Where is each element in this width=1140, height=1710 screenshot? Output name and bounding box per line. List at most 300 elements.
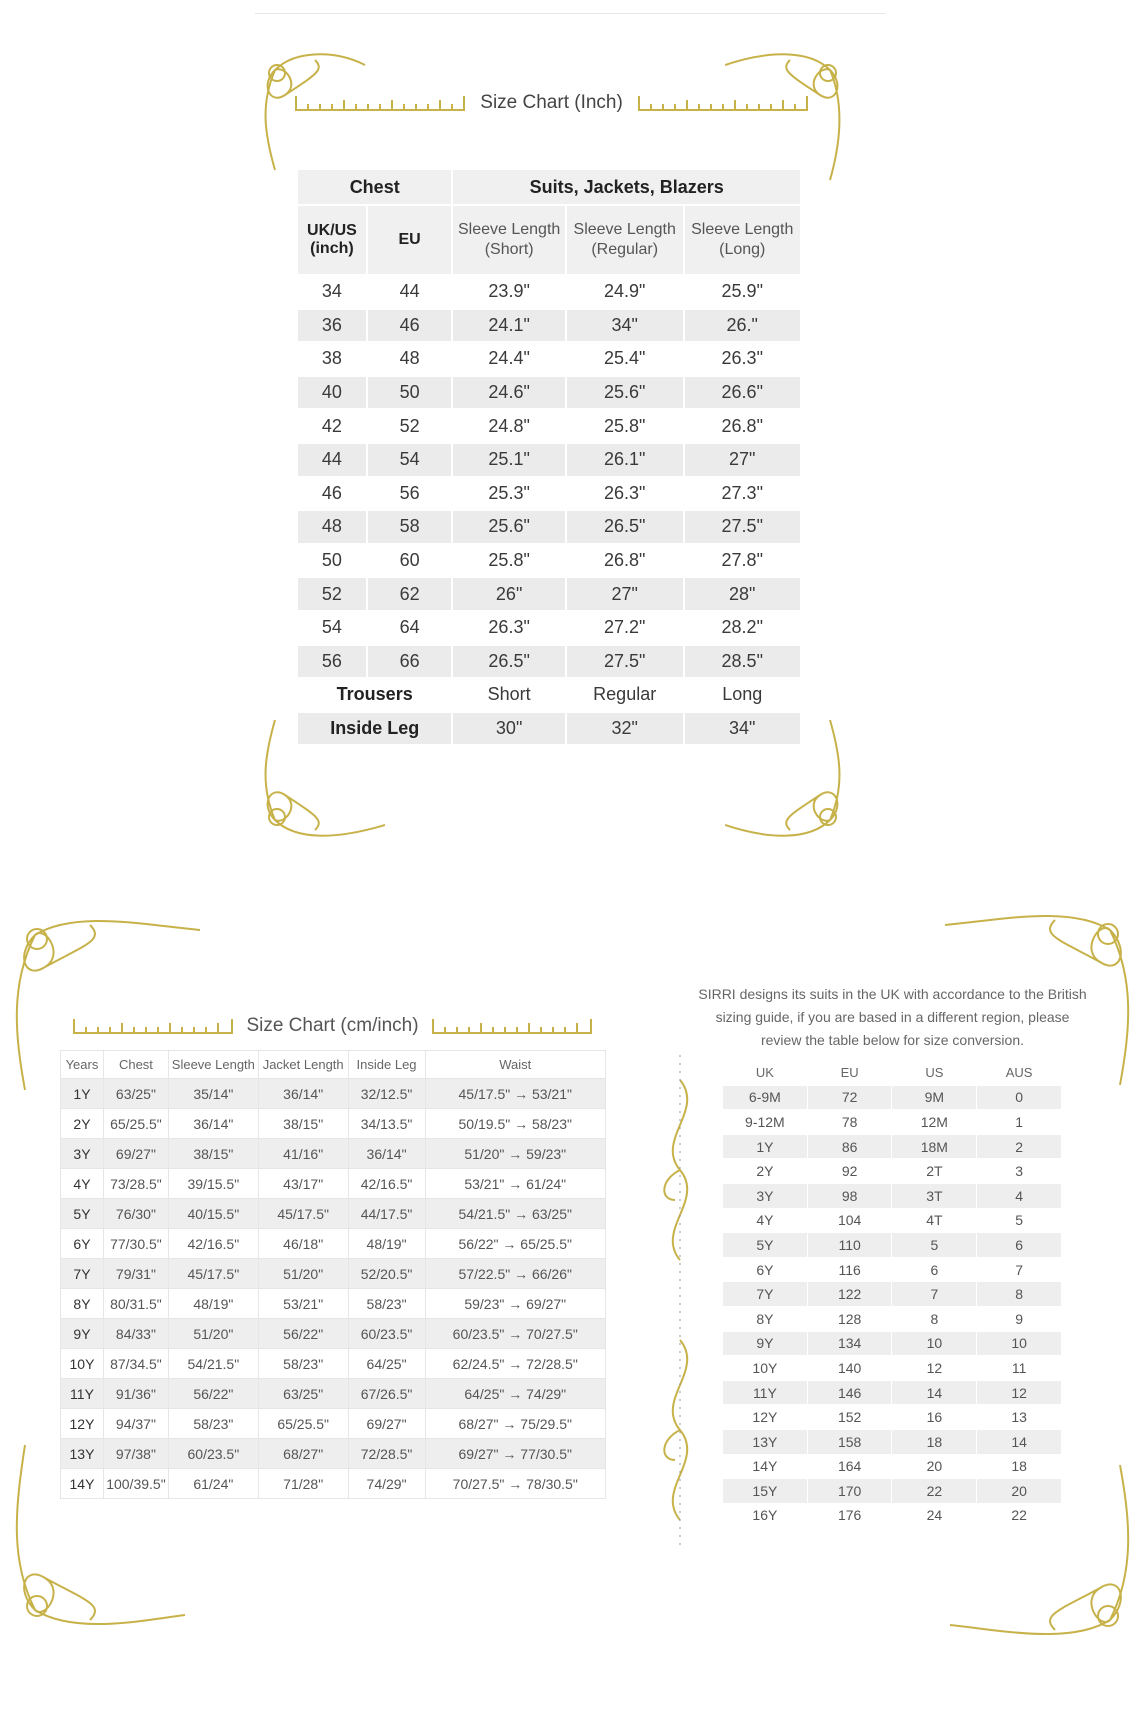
column-header: Sleeve Length (168, 1051, 258, 1079)
table-cell: 128 (807, 1306, 892, 1331)
cell-sleeve-short: 26.3" (452, 611, 566, 645)
table-cell: 94/37" (103, 1409, 168, 1439)
size-chart-inch-title-row (295, 92, 805, 120)
adult-size-table (296, 168, 802, 746)
ruler-left-decoration (295, 95, 465, 111)
table-cell: 18M (892, 1134, 977, 1159)
inside-leg-row-label: Inside Leg (297, 712, 452, 746)
table-cell: 5 (977, 1208, 1062, 1233)
table-row (297, 477, 801, 511)
table-cell: 52/20.5" (348, 1259, 425, 1289)
table-cell: 51/20" (258, 1259, 348, 1289)
table-cell: 60/23.5" → 70/27.5" (425, 1319, 606, 1349)
table-cell: 36/14" (258, 1079, 348, 1109)
table-cell: 38/15" (168, 1139, 258, 1169)
cell-years: 5Y (61, 1199, 104, 1229)
cell-years: 14Y (61, 1469, 104, 1499)
cell-years: 6Y (61, 1229, 104, 1259)
table-cell: 2 (977, 1134, 1062, 1159)
cell-sleeve-short: 26" (452, 577, 566, 611)
cell-chest-ukus: 54 (297, 611, 367, 645)
cell-chest-eu: 62 (367, 577, 453, 611)
table-cell: 1Y (723, 1134, 808, 1159)
table-row (723, 1454, 1062, 1479)
column-header: Years (61, 1051, 104, 1079)
table-row (723, 1208, 1062, 1233)
table-cell: 12M (892, 1110, 977, 1135)
table-cell: 42/16.5" (348, 1169, 425, 1199)
table-cell: 22 (977, 1503, 1062, 1528)
trousers-row-value: Regular (566, 678, 684, 712)
column-header: Inside Leg (348, 1051, 425, 1079)
table-row (723, 1405, 1062, 1430)
table-cell: 13Y (723, 1429, 808, 1454)
table-cell: 74/29" (348, 1469, 425, 1499)
cell-sleeve-regular: 25.4" (566, 342, 684, 376)
table-cell: 20 (892, 1454, 977, 1479)
cell-chest-eu: 52 (367, 409, 453, 443)
table-row (723, 1429, 1062, 1454)
cell-years: 8Y (61, 1289, 104, 1319)
cell-chest-ukus: 48 (297, 510, 367, 544)
table-row (297, 376, 801, 410)
trousers-row-label: Trousers (297, 678, 452, 712)
trousers-row (297, 678, 801, 712)
table-row (61, 1349, 606, 1379)
cell-sleeve-regular: 25.6" (566, 376, 684, 410)
table-row (61, 1139, 606, 1169)
table-row (297, 510, 801, 544)
table-row (723, 1085, 1062, 1110)
table-cell: 3Y (723, 1183, 808, 1208)
cell-sleeve-long: 27.3" (684, 477, 802, 511)
cell-years: 2Y (61, 1109, 104, 1139)
table-cell: 12 (977, 1380, 1062, 1405)
table-cell: 64/25" → 74/29" (425, 1379, 606, 1409)
table-cell: 7 (977, 1257, 1062, 1282)
cell-sleeve-short: 24.8" (452, 409, 566, 443)
table-cell: 56/22" (168, 1379, 258, 1409)
table-cell: 54/21.5" (168, 1349, 258, 1379)
table-cell: 9-12M (723, 1110, 808, 1135)
col-sleeve-long: Sleeve Length (Long) (684, 205, 802, 275)
table-cell: 2Y (723, 1159, 808, 1184)
table-cell: 164 (807, 1454, 892, 1479)
cell-sleeve-long: 26.8" (684, 409, 802, 443)
cell-sleeve-regular: 27" (566, 577, 684, 611)
table-row (297, 611, 801, 645)
cell-years: 3Y (61, 1139, 104, 1169)
table-cell: 176 (807, 1503, 892, 1528)
table-cell: 7Y (723, 1282, 808, 1307)
cell-sleeve-short: 23.9" (452, 275, 566, 309)
table-cell: 50/19.5" → 58/23" (425, 1109, 606, 1139)
table-cell: 134 (807, 1331, 892, 1356)
cell-sleeve-regular: 26.5" (566, 510, 684, 544)
cell-sleeve-regular: 26.8" (566, 544, 684, 578)
table-cell: 110 (807, 1233, 892, 1258)
table-cell: 35/14" (168, 1079, 258, 1109)
table-cell: 54/21.5" → 63/25" (425, 1199, 606, 1229)
cell-chest-ukus: 46 (297, 477, 367, 511)
table-cell: 61/24" (168, 1469, 258, 1499)
table-cell: 58/23" (348, 1289, 425, 1319)
cell-chest-ukus: 40 (297, 376, 367, 410)
table-cell: 45/17.5" (258, 1199, 348, 1229)
table-cell: 36/14" (168, 1109, 258, 1139)
cell-sleeve-regular: 24.9" (566, 275, 684, 309)
cell-sleeve-long: 28.2" (684, 611, 802, 645)
cell-sleeve-short: 25.3" (452, 477, 566, 511)
cell-chest-eu: 60 (367, 544, 453, 578)
cell-years: 9Y (61, 1319, 104, 1349)
cell-years: 12Y (61, 1409, 104, 1439)
table-cell: 91/36" (103, 1379, 168, 1409)
table-cell: 43/17" (258, 1169, 348, 1199)
size-conversion-table (722, 1060, 1062, 1528)
table-cell: 51/20" (168, 1319, 258, 1349)
cell-chest-eu: 48 (367, 342, 453, 376)
cell-sleeve-regular: 26.1" (566, 443, 684, 477)
cell-years: 10Y (61, 1349, 104, 1379)
table-row (723, 1503, 1062, 1528)
table-cell: 11Y (723, 1380, 808, 1405)
table-cell: 87/34.5" (103, 1349, 168, 1379)
table-cell: 22 (892, 1479, 977, 1504)
table-cell: 36/14" (348, 1139, 425, 1169)
cell-sleeve-short: 25.6" (452, 510, 566, 544)
top-divider (255, 13, 885, 14)
table-cell: 104 (807, 1208, 892, 1233)
table-cell: 0 (977, 1085, 1062, 1110)
table-cell: 41/16" (258, 1139, 348, 1169)
table-cell: 146 (807, 1380, 892, 1405)
table-cell: 10 (977, 1331, 1062, 1356)
table-cell: 86 (807, 1134, 892, 1159)
table-cell: 15Y (723, 1479, 808, 1504)
table-cell: 18 (892, 1429, 977, 1454)
table-row (297, 342, 801, 376)
ruler-left-decoration-2 (73, 1018, 233, 1034)
table-cell: 39/15.5" (168, 1169, 258, 1199)
table-cell: 67/26.5" (348, 1379, 425, 1409)
cell-chest-ukus: 38 (297, 342, 367, 376)
cell-chest-eu: 66 (367, 645, 453, 679)
table-cell: 65/25.5" (258, 1409, 348, 1439)
inside-leg-row-value: 30" (452, 712, 566, 746)
table-cell: 92 (807, 1159, 892, 1184)
table-cell: 45/17.5" → 53/21" (425, 1079, 606, 1109)
table-cell: 4T (892, 1208, 977, 1233)
cell-chest-ukus: 52 (297, 577, 367, 611)
inside-leg-row-value: 34" (684, 712, 802, 746)
table-cell: 62/24.5" → 72/28.5" (425, 1349, 606, 1379)
table-row (723, 1159, 1062, 1184)
table-cell: 11 (977, 1356, 1062, 1381)
table-cell: 79/31" (103, 1259, 168, 1289)
table-cell: 18 (977, 1454, 1062, 1479)
table-row (61, 1289, 606, 1319)
table-cell: 69/27" (103, 1139, 168, 1169)
cell-sleeve-regular: 34" (566, 309, 684, 343)
column-header: AUS (977, 1061, 1062, 1086)
cell-sleeve-long: 26.6" (684, 376, 802, 410)
table-cell: 38/15" (258, 1109, 348, 1139)
cell-chest-eu: 58 (367, 510, 453, 544)
table-row (297, 577, 801, 611)
table-row (61, 1259, 606, 1289)
table-cell: 63/25" (103, 1079, 168, 1109)
table-cell: 16Y (723, 1503, 808, 1528)
table-row (61, 1319, 606, 1349)
cell-chest-eu: 64 (367, 611, 453, 645)
table-row (61, 1439, 606, 1469)
table-cell: 72 (807, 1085, 892, 1110)
table-row (297, 544, 801, 578)
table-cell: 32/12.5" (348, 1079, 425, 1109)
table-cell: 56/22" → 65/25.5" (425, 1229, 606, 1259)
table-row (297, 443, 801, 477)
table-cell: 140 (807, 1356, 892, 1381)
cell-sleeve-long: 28.5" (684, 645, 802, 679)
table-row (61, 1469, 606, 1499)
table-cell: 68/27" (258, 1439, 348, 1469)
table-row (297, 275, 801, 309)
cell-chest-ukus: 56 (297, 645, 367, 679)
table-cell: 56/22" (258, 1319, 348, 1349)
table-cell: 152 (807, 1405, 892, 1430)
cell-sleeve-regular: 27.5" (566, 645, 684, 679)
table-cell: 4 (977, 1183, 1062, 1208)
table-row (297, 645, 801, 679)
table-cell: 2T (892, 1159, 977, 1184)
table-cell: 5 (892, 1233, 977, 1258)
table-cell: 46/18" (258, 1229, 348, 1259)
table-row (723, 1134, 1062, 1159)
cell-chest-ukus: 36 (297, 309, 367, 343)
table-cell: 20 (977, 1479, 1062, 1504)
table-cell: 6 (977, 1233, 1062, 1258)
header-row (61, 1051, 606, 1079)
table-cell: 68/27" → 75/29.5" (425, 1409, 606, 1439)
table-row (723, 1479, 1062, 1504)
table-cell: 76/30" (103, 1199, 168, 1229)
table-row (723, 1110, 1062, 1135)
cell-chest-eu: 54 (367, 443, 453, 477)
table-cell: 60/23.5" (168, 1439, 258, 1469)
table-row (723, 1257, 1062, 1282)
table-cell: 64/25" (348, 1349, 425, 1379)
table-cell: 53/21" (258, 1289, 348, 1319)
table-cell: 44/17.5" (348, 1199, 425, 1229)
cell-sleeve-long: 27" (684, 443, 802, 477)
table-cell: 3 (977, 1159, 1062, 1184)
table-cell: 8 (977, 1282, 1062, 1307)
table-row (723, 1356, 1062, 1381)
table-cell: 59/23" → 69/27" (425, 1289, 606, 1319)
table-row (61, 1409, 606, 1439)
table-cell: 13 (977, 1405, 1062, 1430)
cell-sleeve-short: 25.8" (452, 544, 566, 578)
table-cell: 80/31.5" (103, 1289, 168, 1319)
column-header: EU (807, 1061, 892, 1086)
table-row (61, 1229, 606, 1259)
cell-chest-ukus: 44 (297, 443, 367, 477)
table-row (723, 1282, 1062, 1307)
table-cell: 9 (977, 1306, 1062, 1331)
cell-chest-eu: 56 (367, 477, 453, 511)
table-cell: 58/23" (258, 1349, 348, 1379)
table-cell: 158 (807, 1429, 892, 1454)
column-header: US (892, 1061, 977, 1086)
inside-leg-row (297, 712, 801, 746)
ruler-right-decoration (638, 95, 808, 111)
trousers-row-value: Long (684, 678, 802, 712)
size-conversion-intro: SIRRI designs its suits in the UK with accordance to the British sizing guide, if you are based in a different region, please review the table below for size conversion. (698, 986, 1087, 1048)
cell-sleeve-long: 25.9" (684, 275, 802, 309)
table-cell: 48/19" (168, 1289, 258, 1319)
table-cell: 6Y (723, 1257, 808, 1282)
cell-sleeve-regular: 26.3" (566, 477, 684, 511)
table-cell: 63/25" (258, 1379, 348, 1409)
table-cell: 24 (892, 1503, 977, 1528)
table-row (61, 1199, 606, 1229)
table-row (723, 1306, 1062, 1331)
header-row (723, 1061, 1062, 1086)
table-cell: 97/38" (103, 1439, 168, 1469)
table-cell: 116 (807, 1257, 892, 1282)
table-cell: 100/39.5" (103, 1469, 168, 1499)
inside-leg-row-value: 32" (566, 712, 684, 746)
column-header: Chest (103, 1051, 168, 1079)
table-row (723, 1331, 1062, 1356)
col-eu: EU (367, 205, 453, 275)
cell-sleeve-long: 27.8" (684, 544, 802, 578)
cell-chest-ukus: 50 (297, 544, 367, 578)
table-cell: 10Y (723, 1356, 808, 1381)
table-row (61, 1079, 606, 1109)
cell-years: 7Y (61, 1259, 104, 1289)
cell-sleeve-short: 24.6" (452, 376, 566, 410)
table-cell: 45/17.5" (168, 1259, 258, 1289)
cell-sleeve-regular: 25.8" (566, 409, 684, 443)
cell-chest-ukus: 42 (297, 409, 367, 443)
cell-sleeve-long: 26." (684, 309, 802, 343)
col-sleeve-short: Sleeve Length (Short) (452, 205, 566, 275)
table-cell: 77/30.5" (103, 1229, 168, 1259)
header-suits-jackets-blazers: Suits, Jackets, Blazers (452, 169, 801, 205)
cell-sleeve-long: 27.5" (684, 510, 802, 544)
cell-sleeve-short: 24.4" (452, 342, 566, 376)
table-cell: 78 (807, 1110, 892, 1135)
column-header: Waist (425, 1051, 606, 1079)
column-header: UK (723, 1061, 808, 1086)
table-cell: 34/13.5" (348, 1109, 425, 1139)
table-cell: 10 (892, 1331, 977, 1356)
header-chest: Chest (297, 169, 452, 205)
ruler-right-decoration-2 (432, 1018, 592, 1034)
table-cell: 170 (807, 1479, 892, 1504)
size-chart-cm-title-row (60, 1015, 605, 1041)
cell-sleeve-short: 24.1" (452, 309, 566, 343)
cell-sleeve-short: 26.5" (452, 645, 566, 679)
table-cell: 58/23" (168, 1409, 258, 1439)
table-row (723, 1233, 1062, 1258)
cell-chest-eu: 46 (367, 309, 453, 343)
trousers-row-value: Short (452, 678, 566, 712)
table-cell: 7 (892, 1282, 977, 1307)
chart-title: Size Chart (Inch) (480, 92, 623, 113)
table-cell: 1 (977, 1110, 1062, 1135)
table-cell: 42/16.5" (168, 1229, 258, 1259)
cell-sleeve-regular: 27.2" (566, 611, 684, 645)
table-row (61, 1169, 606, 1199)
table-row (61, 1109, 606, 1139)
table-row (297, 409, 801, 443)
table-cell: 60/23.5" (348, 1319, 425, 1349)
table-cell: 5Y (723, 1233, 808, 1258)
col-ukus: UK/US (inch) (297, 205, 367, 275)
cell-chest-ukus: 34 (297, 275, 367, 309)
table-cell: 6-9M (723, 1085, 808, 1110)
table-row (297, 309, 801, 343)
table-cell: 84/33" (103, 1319, 168, 1349)
table-cell: 16 (892, 1405, 977, 1430)
table-cell: 122 (807, 1282, 892, 1307)
table-row (723, 1380, 1062, 1405)
column-header: Jacket Length (258, 1051, 348, 1079)
cell-chest-eu: 44 (367, 275, 453, 309)
table-cell: 57/22.5" → 66/26" (425, 1259, 606, 1289)
table-cell: 71/28" (258, 1469, 348, 1499)
table-cell: 72/28.5" (348, 1439, 425, 1469)
table-cell: 73/28.5" (103, 1169, 168, 1199)
table-cell: 48/19" (348, 1229, 425, 1259)
chart-title-2: Size Chart (cm/inch) (246, 1015, 419, 1036)
table-cell: 14 (977, 1429, 1062, 1454)
table-cell: 8 (892, 1306, 977, 1331)
table-cell: 14 (892, 1380, 977, 1405)
table-row (723, 1183, 1062, 1208)
table-cell: 9Y (723, 1331, 808, 1356)
table-cell: 69/27" (348, 1409, 425, 1439)
table-cell: 98 (807, 1183, 892, 1208)
table-cell: 4Y (723, 1208, 808, 1233)
table-cell: 12Y (723, 1405, 808, 1430)
table-cell: 12 (892, 1356, 977, 1381)
cell-years: 11Y (61, 1379, 104, 1409)
table-cell: 9M (892, 1085, 977, 1110)
cell-chest-eu: 50 (367, 376, 453, 410)
table-row (61, 1379, 606, 1409)
table-cell: 6 (892, 1257, 977, 1282)
cell-sleeve-short: 25.1" (452, 443, 566, 477)
table-cell: 53/21" → 61/24" (425, 1169, 606, 1199)
cell-years: 4Y (61, 1169, 104, 1199)
table-cell: 70/27.5" → 78/30.5" (425, 1469, 606, 1499)
table-cell: 14Y (723, 1454, 808, 1479)
cell-sleeve-long: 26.3" (684, 342, 802, 376)
table-cell: 69/27" → 77/30.5" (425, 1439, 606, 1469)
ornament-vertical-divider (650, 1050, 710, 1550)
cell-years: 13Y (61, 1439, 104, 1469)
cell-sleeve-long: 28" (684, 577, 802, 611)
table-cell: 65/25.5" (103, 1109, 168, 1139)
table-cell: 8Y (723, 1306, 808, 1331)
kids-size-table (60, 1050, 606, 1499)
table-cell: 51/20" → 59/23" (425, 1139, 606, 1169)
table-cell: 3T (892, 1183, 977, 1208)
